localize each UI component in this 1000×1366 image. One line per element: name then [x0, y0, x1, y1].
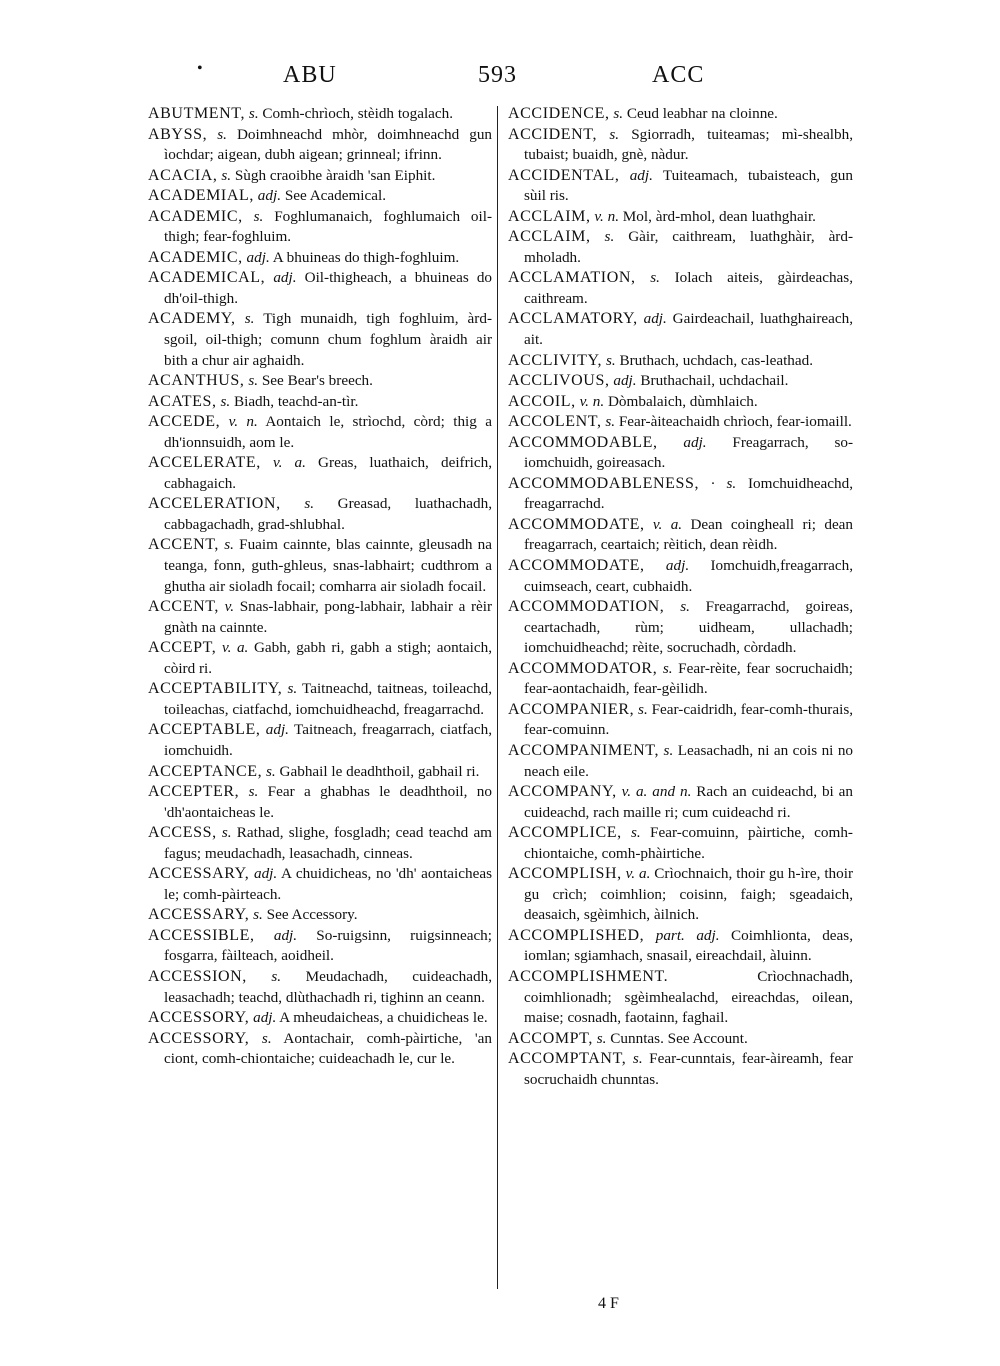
entry-definition: Snas-labhair, pong-labhair, labhair a rèir gnàth na cainnte.: [164, 598, 493, 636]
entry-definition: Gabhail le deadhthoil, gabhail ri.: [279, 762, 480, 780]
entry-definition: Crìochnaich, thoir gu h-ìre, thoir gu crìch; coimhlion; coisinn, faigh; sgeadaich, deasaich, sgèimhich, àilnich.: [524, 865, 854, 924]
entry-definition: Dean coingheall ri; dean freagarrach, ceartaich; rèitich, dean rèidh.: [524, 515, 854, 554]
page-number: 593: [478, 62, 517, 88]
left-column: [148, 104, 492, 1070]
entry-definition: A mheudaicheas, a chuidicheas le.: [279, 1009, 488, 1027]
entry-part-of-speech: s.: [220, 392, 231, 410]
entry-headword: ACCOIL,: [508, 392, 576, 410]
entry-part-of-speech: s.: [221, 166, 232, 184]
entry-definition: Cunntas. See Account.: [610, 1029, 748, 1047]
entry-part-of-speech: adj.: [613, 372, 637, 390]
entry-part-of-speech: v.: [224, 598, 235, 616]
entry-part-of-speech: s.: [271, 967, 282, 985]
entry-definition: Ceud leabhar na cloinne.: [626, 105, 778, 122]
entry-headword: ACCEPTABLE,: [148, 721, 261, 739]
entry-headword: ACADEMIC,: [148, 248, 243, 266]
entry-headword: ACCEDE,: [148, 413, 221, 431]
entry-part-of-speech: adj.: [643, 310, 667, 328]
entry-part-of-speech: s.: [224, 536, 234, 554]
dictionary-entry: [508, 700, 853, 741]
entry-definition: Fear-comuinn, pàirtiche, comh-chiontaiche, comh-phàirtiche.: [524, 824, 853, 862]
entry-headword: ACCIDENTAL,: [508, 166, 620, 184]
entry-headword: ACCOMPTANT,: [508, 1050, 627, 1068]
dictionary-entry: [148, 926, 492, 967]
entry-part-of-speech: s.: [605, 351, 616, 369]
entry-part-of-speech: v. n.: [579, 392, 605, 410]
entry-headword: ACCLIVITY,: [508, 351, 603, 369]
entry-headword: ACATES,: [148, 392, 217, 410]
entry-part-of-speech: s.: [631, 824, 641, 842]
entry-part-of-speech: adj.: [683, 433, 707, 451]
dictionary-entry: [148, 905, 492, 926]
dictionary-entry: [508, 556, 853, 597]
dictionary-entry: [148, 166, 492, 187]
dictionary-entry: [148, 268, 492, 309]
entry-headword: ACCOLENT,: [508, 413, 602, 431]
entry-headword: ACADEMIC,: [148, 207, 243, 225]
entry-headword: ACCLAIM,: [508, 207, 591, 225]
dictionary-entry: [508, 412, 853, 433]
dictionary-entry: [148, 494, 492, 535]
dictionary-entry: [508, 371, 853, 392]
entry-definition: Rach an cuideachd, bi an cuideachd, rach maille ri; cum cuideachd ri.: [524, 783, 854, 821]
entry-part-of-speech: s.: [266, 762, 276, 780]
dictionary-entry: [508, 1029, 853, 1050]
entry-definition: Bruthachail, uchdachail.: [640, 372, 789, 390]
entry-headword: ABYSS,: [148, 125, 208, 143]
entry-headword: ACCOMPANIER,: [508, 700, 635, 718]
entry-definition: Foghlumanaich, foghlumaich oil-thigh; fear-foghluim.: [164, 207, 493, 246]
entry-headword: ACCIDENT,: [508, 125, 598, 143]
entry-definition: See Accessory.: [266, 906, 358, 924]
entry-part-of-speech: s.: [680, 598, 690, 616]
entry-headword: ACCOMPLISH,: [508, 865, 622, 883]
entry-definition: So-ruigsinn, ruigsinneach; fosgarra, fàilteach, aoidheil.: [164, 926, 492, 965]
entry-definition: Taitneachd, taitneas, toileachd, toileachas, ciatfachd, iomchuidheachd, freagarrachd.: [164, 680, 492, 718]
entry-definition: Mol, àrd-mhol, dean luathghair.: [622, 207, 816, 225]
dictionary-entry: [508, 782, 853, 823]
entry-headword: ACCOMPLISHMENT.: [508, 967, 669, 985]
entry-headword: ACCOMPLISHED,: [508, 926, 645, 944]
entry-part-of-speech: s.: [261, 1029, 272, 1047]
entry-part-of-speech: part. adj.: [655, 926, 720, 944]
dictionary-entry: [508, 268, 853, 309]
entry-part-of-speech: adj.: [246, 248, 270, 266]
entry-definition: Sgiorradh, tuiteamas; mì-shealbh, tubaist; buaidh, gnè, nàdur.: [524, 125, 854, 164]
dictionary-entry: [148, 186, 492, 207]
entry-definition: Fear-cunntais, fear-àireamh, fear socruchaidh chunntas.: [524, 1050, 854, 1088]
entry-part-of-speech: s.: [604, 228, 615, 246]
entry-headword: ACCOMMODABLENESS,: [508, 474, 700, 492]
entry-definition: Crìochnachadh, coimhlionadh; sgèimhealachd, eireachdas, oilean, maise; cosnadh, faotainn, faghail.: [524, 967, 853, 1027]
entry-part-of-speech: adj.: [253, 865, 278, 883]
dictionary-entry: [148, 762, 492, 783]
dictionary-entry: [148, 720, 492, 761]
entry-headword: ACCOMPT,: [508, 1029, 593, 1047]
entry-part-of-speech: s.: [632, 1050, 643, 1068]
entry-headword: ACCELERATION,: [148, 495, 281, 513]
entry-headword: ACCOMPANIMENT,: [508, 741, 660, 759]
dictionary-entry: [508, 474, 853, 515]
dictionary-entry: [148, 453, 492, 494]
entry-part-of-speech: · s.: [710, 474, 737, 492]
dictionary-entry: [508, 433, 853, 474]
entry-definition: Bruthach, uchdach, cas-leathad.: [619, 351, 814, 369]
entry-headword: ACCESSORY,: [148, 1009, 250, 1027]
entry-headword: ACCEPTABILITY,: [148, 680, 283, 698]
dictionary-entry: [508, 1049, 853, 1090]
dictionary-entry: [508, 967, 853, 1029]
entry-definition: Freagarrach, so-iomchuidh, goireasach.: [524, 433, 854, 472]
dictionary-entry: [508, 227, 853, 268]
dictionary-entry: [148, 823, 492, 864]
entry-headword: ACCENT,: [148, 536, 220, 554]
dictionary-entry: [148, 679, 492, 720]
dictionary-entry: [148, 104, 492, 125]
entry-definition: Rathad, slighe, fosgladh; cead teachd am fagus; meudachadh, leasachadh, cinneas.: [164, 824, 492, 862]
entry-definition: Aontachair, comh-pàirtiche, 'an ciont, comh-chiontaiche; cuideachadh le, cur le.: [164, 1029, 492, 1068]
entry-part-of-speech: adj.: [273, 269, 297, 287]
entry-part-of-speech: v. n.: [228, 413, 258, 431]
entry-headword: ACCLAIM,: [508, 228, 591, 246]
entry-headword: ACCEPT,: [148, 639, 217, 657]
dictionary-entry: [148, 967, 492, 1008]
entry-part-of-speech: v. a. and n.: [621, 783, 692, 801]
entry-headword: ACCIDENCE,: [508, 105, 610, 122]
dictionary-entry: [148, 597, 492, 638]
entry-definition: Taitneach, freagarrach, ciatfach, iomchuidh.: [164, 721, 493, 759]
entry-part-of-speech: s.: [244, 310, 255, 328]
entry-headword: ACADEMY,: [148, 310, 236, 328]
entry-headword: ACCELERATE,: [148, 454, 261, 472]
entry-headword: ACADEMICAL,: [148, 269, 266, 287]
entry-headword: ACCENT,: [148, 598, 220, 616]
entry-part-of-speech: s.: [304, 495, 315, 513]
entry-headword: ACCESSION,: [148, 967, 247, 985]
entry-part-of-speech: s.: [663, 741, 674, 759]
entry-part-of-speech: s.: [650, 269, 660, 287]
entry-part-of-speech: adj.: [265, 721, 289, 739]
dictionary-entry: [148, 248, 492, 269]
dictionary-entry: [148, 207, 492, 248]
entry-part-of-speech: s.: [248, 372, 259, 390]
dictionary-entry: [148, 371, 492, 392]
entry-definition: Coimhlionta, deas, iomlan; sgiamhach, snasail, eireachdail, àluinn.: [524, 926, 853, 965]
header-mark: •: [197, 60, 204, 77]
entry-definition: Greasad, luathachadh, cabbagachadh, grad-shlubhal.: [164, 495, 492, 533]
entry-headword: ACCOMMODABLE,: [508, 433, 658, 451]
column-divider: [497, 106, 498, 1289]
entry-part-of-speech: s.: [662, 659, 673, 677]
entry-headword: ACACIA,: [148, 166, 218, 184]
dictionary-entry: [148, 309, 492, 371]
entry-headword: ACCLAMATION,: [508, 269, 636, 287]
dictionary-entry: [148, 1029, 492, 1070]
entry-headword: ACCESSIBLE,: [148, 926, 255, 944]
entry-headword: ABUTMENT,: [148, 105, 246, 122]
entry-definition: Fear-caidridh, fear-comh-thurais, fear-comuinn.: [524, 700, 854, 739]
entry-part-of-speech: v. a.: [272, 454, 306, 472]
entry-definition: Comh-chrìoch, stèidh togalach.: [262, 105, 454, 122]
entry-definition: See Academical.: [284, 187, 387, 205]
entry-definition: Iolach aiteis, gàirdeachas, caithream.: [524, 269, 854, 307]
dictionary-entry: [508, 515, 853, 556]
header-right-guide-word: ACC: [652, 62, 705, 88]
entry-definition: Gabh, gabh ri, gabh a stigh; aontaich, còird ri.: [164, 639, 492, 677]
entry-definition: A bhuineas do thigh-foghluim.: [272, 248, 460, 266]
dictionary-entry: [148, 535, 492, 597]
dictionary-entry: [508, 864, 853, 926]
entry-part-of-speech: s.: [253, 207, 264, 225]
dictionary-entry: [508, 104, 853, 125]
entry-part-of-speech: s.: [248, 783, 259, 801]
entry-part-of-speech: s.: [613, 105, 624, 122]
entry-part-of-speech: adj.: [273, 926, 298, 944]
entry-headword: ACCESS,: [148, 824, 217, 842]
entry-headword: ACCOMPANY,: [508, 783, 617, 801]
dictionary-entry: [508, 351, 853, 372]
dictionary-entry: [148, 412, 492, 453]
entry-headword: ACCOMMODATE,: [508, 515, 645, 533]
entry-definition: Tuiteamach, tubaisteach, gun sùil ris.: [524, 166, 853, 205]
entry-headword: ACADEMIAL,: [148, 187, 254, 205]
dictionary-entry: [148, 125, 492, 166]
entry-part-of-speech: s.: [596, 1029, 607, 1047]
entry-definition: A chuidicheas, no 'dh' aontaicheas le; comh-pàirteach.: [164, 865, 492, 903]
entry-part-of-speech: s.: [287, 680, 298, 698]
dictionary-entry: [508, 659, 853, 700]
entry-definition: Fear a ghabhas le deadhthoil, no 'dh'aontaicheas le.: [164, 783, 492, 821]
dictionary-entry: [148, 864, 492, 905]
entry-headword: ACCOMPLICE,: [508, 824, 622, 842]
dictionary-entry: [148, 782, 492, 823]
signature-mark: 4 F: [598, 1295, 619, 1312]
right-column: [508, 104, 853, 1090]
entry-part-of-speech: s.: [253, 906, 263, 924]
entry-headword: ACCEPTANCE,: [148, 762, 263, 780]
entry-headword: ACCESSORY,: [148, 1029, 250, 1047]
entry-definition: Doimhneachd mhòr, doimhneachd gun ìochdar; aigean, dubh aigean; grinneal; ifrinn.: [164, 125, 493, 164]
dictionary-entry: [508, 823, 853, 864]
entry-definition: Gairdeachail, luathghaireach, ait.: [524, 310, 854, 349]
page-header: [150, 62, 870, 92]
dictionary-entry: [148, 638, 492, 679]
header-left-guide-word: ABU: [283, 62, 337, 88]
entry-headword: ACCOMMODATION,: [508, 598, 665, 616]
entry-part-of-speech: s.: [248, 105, 259, 122]
dictionary-entry: [148, 392, 492, 413]
entry-part-of-speech: v. n.: [594, 207, 619, 225]
entry-part-of-speech: v. a.: [652, 515, 683, 533]
entry-part-of-speech: s.: [221, 824, 232, 842]
entry-part-of-speech: adj.: [629, 166, 653, 184]
entry-definition: Freagarrachd, goireas, ceartachadh, rùm; uidheam, ullachadh; iomchuidheachd; rèite, socruchadh, còrdadh.: [524, 598, 853, 657]
dictionary-entry: [508, 125, 853, 166]
dictionary-entry: [148, 1008, 492, 1029]
entry-definition: Tigh munaidh, tigh foghluim, àrd-sgoil, oil-thigh; comunn chum foghlum àraidh air bith a chur air aghaidh.: [164, 310, 493, 369]
entry-definition: Fear-rèite, fear socruchaidh; fear-aontachaidh, fear-gèilidh.: [524, 659, 853, 698]
dictionary-entry: [508, 597, 853, 659]
entry-definition: Greas, luathaich, deifrich, cabhagaich.: [164, 454, 493, 492]
dictionary-entry: [508, 392, 853, 413]
entry-definition: See Bear's breech.: [261, 372, 373, 390]
entry-part-of-speech: s.: [217, 125, 227, 143]
entry-definition: Biadh, teachd-an-tìr.: [233, 392, 359, 410]
entry-headword: ACCESSARY,: [148, 865, 250, 883]
entry-definition: Leasachadh, ni an cois ni no neach eile.: [524, 741, 854, 780]
entry-part-of-speech: s.: [638, 700, 648, 718]
entry-part-of-speech: adj.: [665, 557, 690, 575]
entry-definition: Fear-àiteachaidh chrìoch, fear-iomaill.: [618, 413, 852, 431]
entry-part-of-speech: v. a.: [625, 865, 651, 883]
entry-headword: ACCOMMODATOR,: [508, 659, 658, 677]
entry-part-of-speech: adj.: [257, 187, 282, 205]
entry-headword: ACANTHUS,: [148, 372, 245, 390]
entry-part-of-speech: v. a.: [221, 639, 249, 657]
dictionary-entry: [508, 166, 853, 207]
dictionary-entry: [508, 741, 853, 782]
entry-part-of-speech: adj.: [253, 1009, 277, 1027]
entry-definition: Fuaim cainnte, blas cainnte, gleusadh na teanga, fonn, guth-ghleus, snas-labhairt; cudthrom a ghutha air sioladh focail; comharra air sioladh focail.: [164, 536, 493, 595]
entry-definition: Iomchuidheachd, freagarrachd.: [524, 474, 853, 513]
entry-definition: Meudachadh, cuideachadh, leasachadh; teachd, dlùthachadh ri, tighinn an ceann.: [164, 967, 492, 1006]
entry-headword: ACCOMMODATE,: [508, 557, 645, 575]
entry-definition: Oil-thigheach, a bhuineas do dh'oil-thigh.: [164, 269, 493, 307]
dictionary-entry: [508, 926, 853, 967]
entry-headword: ACCEPTER,: [148, 783, 240, 801]
entry-headword: ACCLAMATORY,: [508, 310, 638, 328]
entry-definition: Dòmbalaich, dùmhlaich.: [607, 392, 758, 410]
entry-part-of-speech: s.: [609, 125, 620, 143]
entry-definition: Iomchuidh,freagarrach, cuimseach, ceart, cubhaidh.: [524, 557, 854, 595]
dictionary-entry: [508, 309, 853, 350]
entry-headword: ACCLIVOUS,: [508, 372, 610, 390]
dictionary-entry: [508, 207, 853, 228]
entry-definition: Sùgh craoibhe àraidh 'san Eiphit.: [234, 166, 436, 184]
entry-definition: Aontaich le, strìochd, còrd; thig a dh'ionnsuidh, aom le.: [164, 413, 492, 451]
entry-definition: Gàir, caithream, luathghàir, àrd-mholadh.: [524, 228, 854, 266]
entry-part-of-speech: s.: [605, 413, 616, 431]
entry-headword: ACCESSARY,: [148, 906, 250, 924]
